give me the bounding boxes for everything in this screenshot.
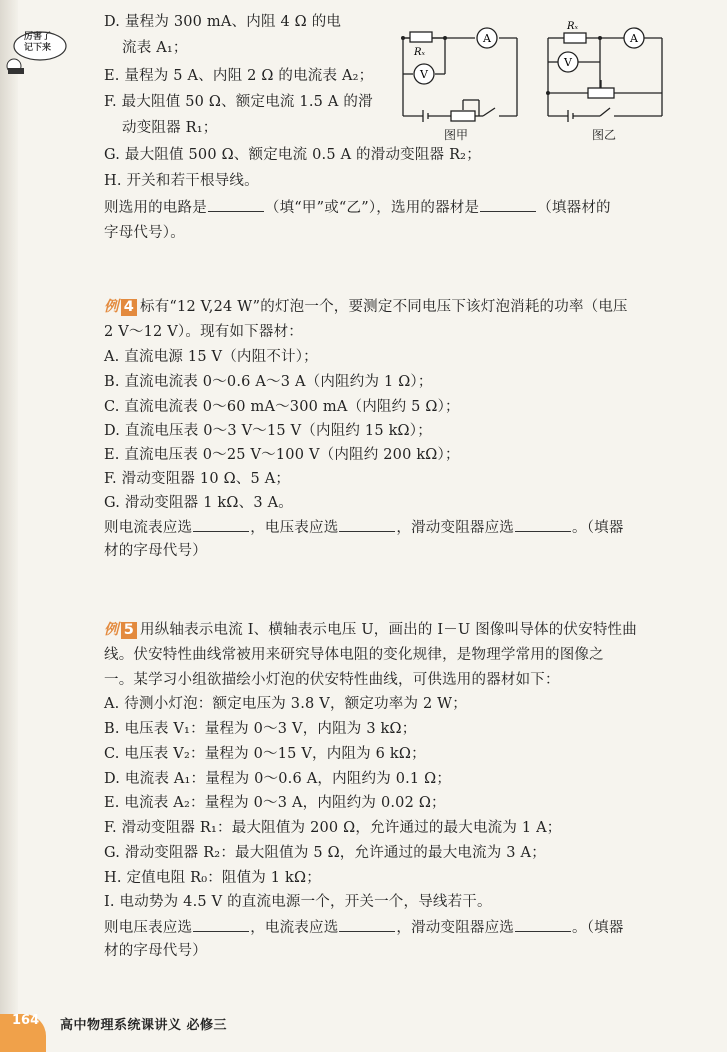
s1-fill-a: 则选用的电路是 — [104, 200, 207, 216]
s1-fill-line — [104, 197, 611, 218]
voltmeter-label-yi: V — [564, 56, 572, 69]
s1-line-f: F. 最大阻值 50 Ω、额定电流 1.5 A 的滑 — [104, 94, 373, 110]
fig-jia-caption: 图甲 — [444, 128, 469, 142]
ex5-fill-d: 。（填器 — [572, 920, 624, 936]
ex4-fill-a: 则电流表应选 — [104, 520, 193, 536]
s1-line-f2: 动变阻器 R₁； — [122, 120, 218, 136]
ex4-label: 例 — [104, 299, 119, 315]
ex4-line-3: B. 直流电流表 0～0.6 A～3 A（内阻约为 1 Ω）； — [104, 374, 433, 390]
ex5-blank-1[interactable] — [193, 917, 249, 932]
s1-line-d: D. 量程为 300 mA、内阻 4 Ω 的电 — [104, 14, 342, 30]
ex5-blank-2[interactable] — [339, 917, 395, 932]
ex5-number: 5 — [121, 622, 137, 639]
ex5-label: 例 — [104, 622, 119, 638]
badge-line2: 记下来 — [24, 43, 52, 53]
ex4-fill-b: ，电压表应选 — [250, 520, 339, 536]
ex5-line-3: A. 待测小灯泡：额定电压为 3.8 V，额定功率为 2 W； — [104, 696, 467, 712]
page-edge — [0, 0, 18, 1052]
badge-line1: 厉害了 — [24, 32, 52, 42]
s1-line-e: E. 量程为 5 A、内阻 2 Ω 的电流表 A₂； — [104, 68, 374, 84]
ex5-fill-a: 则电压表应选 — [104, 920, 193, 936]
circuit-fig-yi — [540, 18, 675, 123]
ex5-line-9: G. 滑动变阻器 R₂：最大阻值为 5 Ω，允许通过的最大电流为 3 A； — [104, 845, 546, 861]
ex5-line-1: 线。伏安特性曲线常被用来研究导体电阻的变化规律，是物理学常用的图像之 — [104, 647, 604, 663]
ex5-line-4: B. 电压表 V₁：量程为 0～3 V，内阻为 3 kΩ； — [104, 721, 417, 737]
ex4-fill-d: 。（填器 — [572, 520, 624, 536]
s1-line-g: G. 最大阻值 500 Ω、额定电流 0.5 A 的滑动变阻器 R₂； — [104, 147, 481, 163]
s1-last-line: 字母代号）。 — [104, 225, 185, 241]
ex4-number: 4 — [121, 299, 137, 316]
ex4-line-5: D. 直流电压表 0～3 V～15 V（内阻约 15 kΩ）； — [104, 423, 432, 439]
ex4-line-0: 标有“12 V,24 W”的灯泡一个，要测定不同电压下该灯泡消耗的功率（电压 — [140, 299, 628, 315]
ex4-line-1: 2 V～12 V）。现有如下器材： — [104, 324, 303, 340]
ex5-fill-line — [104, 917, 624, 938]
ex5-line-5: C. 电压表 V₂：量程为 0～15 V，内阻为 6 kΩ； — [104, 746, 426, 762]
page-number: 164 — [12, 1013, 40, 1028]
ammeter-label-jia: A — [483, 32, 491, 45]
ex5-last-line: 材的字母代号） — [104, 943, 207, 959]
ex4-fill-c: ，滑动变阻器应选 — [396, 520, 515, 536]
s1-line-h: H. 开关和若干根导线。 — [104, 173, 259, 189]
blank-1[interactable] — [208, 197, 264, 212]
ammeter-label-yi: A — [630, 32, 638, 45]
ex4-line-8: G. 滑动变阻器 1 kΩ、3 A。 — [104, 495, 293, 511]
ex5-fill-c: ，滑动变阻器应选 — [396, 920, 515, 936]
s1-line-d2: 流表 A₁； — [122, 40, 188, 56]
ex5-line-6: D. 电流表 A₁：量程为 0～0.6 A，内阻约为 0.1 Ω； — [104, 771, 452, 787]
ex5-line-10: H. 定值电阻 R₀：阻值为 1 kΩ； — [104, 870, 321, 886]
ex4-last-line: 材的字母代号） — [104, 543, 207, 559]
ex5-line-0: 用纵轴表示电流 I、横轴表示电压 U，画出的 I－U 图像叫导体的伏安特性曲 — [140, 622, 637, 638]
resistor-label-jia: Rₓ — [414, 47, 426, 58]
ex4-line-7: F. 滑动变阻器 10 Ω、5 A； — [104, 471, 291, 487]
ex4-line-2: A. 直流电源 15 V（内阻不计）； — [104, 349, 318, 365]
ex5-heading-line — [104, 620, 637, 640]
book-title: 高中物理系统课讲义 必修三 — [60, 1018, 228, 1033]
ex4-fill-line — [104, 517, 624, 538]
ex5-fill-b: ，电流表应选 — [250, 920, 339, 936]
fig-yi-caption: 图乙 — [592, 128, 617, 142]
resistor-label-yi: Rₓ — [567, 21, 579, 32]
ex5-line-11: I. 电动势为 4.5 V 的直流电源一个，开关一个，导线若干。 — [104, 894, 492, 910]
ex5-line-8: F. 滑动变阻器 R₁：最大阻值为 200 Ω，允许通过的最大电流为 1 A； — [104, 820, 562, 836]
voltmeter-label-jia: V — [420, 68, 428, 81]
ex4-blank-3[interactable] — [515, 517, 571, 532]
ex5-blank-3[interactable] — [515, 917, 571, 932]
memo-badge — [2, 28, 72, 76]
ex4-line-4: C. 直流电流表 0～60 mA～300 mA（内阻约 5 Ω）； — [104, 399, 460, 415]
ex4-line-6: E. 直流电压表 0～25 V～100 V（内阻约 200 kΩ）； — [104, 447, 460, 463]
ex4-blank-2[interactable] — [339, 517, 395, 532]
ex4-heading-line — [104, 297, 628, 317]
ex4-blank-1[interactable] — [193, 517, 249, 532]
s1-fill-c: （填器材的 — [537, 200, 611, 216]
ex5-line-7: E. 电流表 A₂：量程为 0～3 A，内阻约为 0.02 Ω； — [104, 795, 446, 811]
circuit-fig-jia — [395, 18, 530, 123]
blank-2[interactable] — [480, 197, 536, 212]
s1-fill-b: （填“甲”或“乙”），选用的器材是 — [264, 200, 480, 216]
ex5-line-2: 一。某学习小组欲描绘小灯泡的伏安特性曲线，可供选用的器材如下： — [104, 672, 560, 688]
